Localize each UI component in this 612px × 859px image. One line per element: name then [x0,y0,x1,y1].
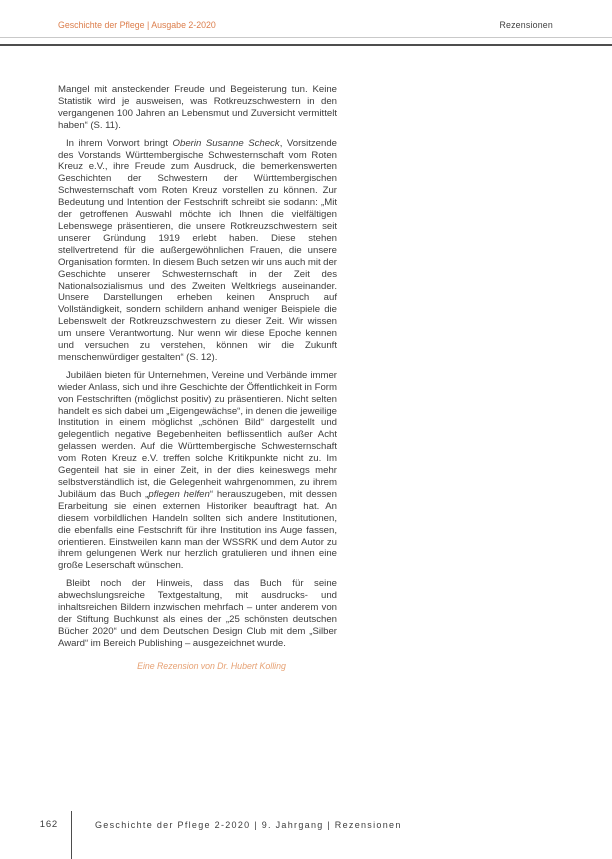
header-rule-dark [0,44,612,46]
article-body [58,84,337,673]
text-run: Jubiläen bieten für Unternehmen, Vereine und Verbände immer wieder Anlass, sich und ihre Geschichte der Öffentlichkeit in Form von Festschriften (möglichst positiv) zu präsentieren. Nicht selten handelt es sich dabei um „Eigengewächse“, in denen die jeweilige Institution in einem möglichst „schönen Bild“ dargestellt und gelegentlich negative Begebenheiten beflissentlich außer Acht gelassen werden. Auf die Württembergische Schwesternschaft vom Roten Kreuz e.V. treffen solche Kritikpunkte nicht zu. Im Gegenteil hat sie in einer Zeit, in der dies keineswegs mehr selbstverständlich ist, die Gelegenheit wahrgenommen, zu ihrem Jubiläum das Buch „ [58,369,337,500]
article-paragraph [58,84,337,132]
reviewer-byline: Eine Rezension von Dr. Hubert Kolling [137,660,286,671]
text-run: Mangel mit ansteckender Freude und Begeisterung tun. Keine Statistik wird je ausweisen, was Rotkreuzschwestern in den vergangenen 100 Jahren an Lebensmut und Zuversicht vermittelt haben“ (S. 11). [58,84,337,131]
text-run: In ihrem Vorwort bringt [66,137,173,149]
article-paragraph [58,370,337,572]
footer-page-number: 162 [39,819,58,830]
running-header-issue: Geschichte der Pflege | Ausgabe 2-2020 [58,20,216,30]
running-header-section: Rezensionen [499,20,553,30]
footer-divider [71,811,72,859]
footer-journal-info: Geschichte der Pflege 2-2020 | 9. Jahrgang | Rezensionen [95,820,402,830]
text-run: “ herauszugeben, mit dessen Erarbeitung sie einen externen Historiker beauftragt hat. An diesem vorbildlichen Handeln sollten sich andere Institutionen, die ebenfalls eine Festschrift für ihre Institution ins Auge fassen, orientieren. Einstweilen kann man der WSSRK und dem Autor zu ihrem gelungenen Werk nur herzlich gratulieren und ihnen eine große Leserschaft wünschen. [58,488,337,572]
text-run: Bleibt noch der Hinweis, dass das Buch für seine abwechslungsreiche Textgestaltung, mit ausdrucks- und inhaltsreichen Bildern inzwischen mehrfach – unter anderem von der Stiftung Buchkunst als eines der „25 schönsten deutschen Bücher 2020“ und dem Deutschen Design Club mit dem „Silber Award“ im Bereich Publishing – ausgezeichnet wurde. [58,578,337,649]
article-paragraph [58,578,337,649]
italic-run: pflegen helfen [148,488,210,500]
italic-run: Oberin Susanne Scheck [172,137,280,149]
article-paragraphs [58,84,337,650]
article-paragraph [58,138,337,364]
text-run: , Vorsitzende des Vorstands Württembergische Schwesternschaft vom Roten Kreuz e.V., ihre Freude zum Ausdruck, die bemerkenswerten Geschichten der Schwestern der Württembergischen Schwesternschaft vom Roten Kreuz vorstellen zu können. Zur Bedeutung und Intention der Festschrift schreibt sie sodann: „Mit der getroffenen Auswahl möchte ich Ihnen die vielfältigen Lebenswege präsentieren, die unsere Rotkreuzschwestern seit unserer Gründung 1919 erlebt haben. Diese stehen stellvertretend für die außergewöhnlichen Frauen, die unsere Organisation formten. In diesem Buch setzen wir uns auch mit der Geschichte unserer Schwesternschaft in der Zeit des Nationalsozialismus und des Zweiten Weltkriegs auseinander. Unsere Darstellungen erheben keinen Anspruch auf Vollständigkeit, sondern schildern anhand weniger Beispiele die Lebenswelt der Rotkreuzschwestern zu dieser Zeit. Wir wissen um unsere Verantwortung. Nur wenn wir diese Epoche kennen und versuchen zu verstehen, können wir die Zukunft menschenwürdiger gestalten“ (S. 12). [58,137,338,363]
header-rule-light [0,37,612,38]
